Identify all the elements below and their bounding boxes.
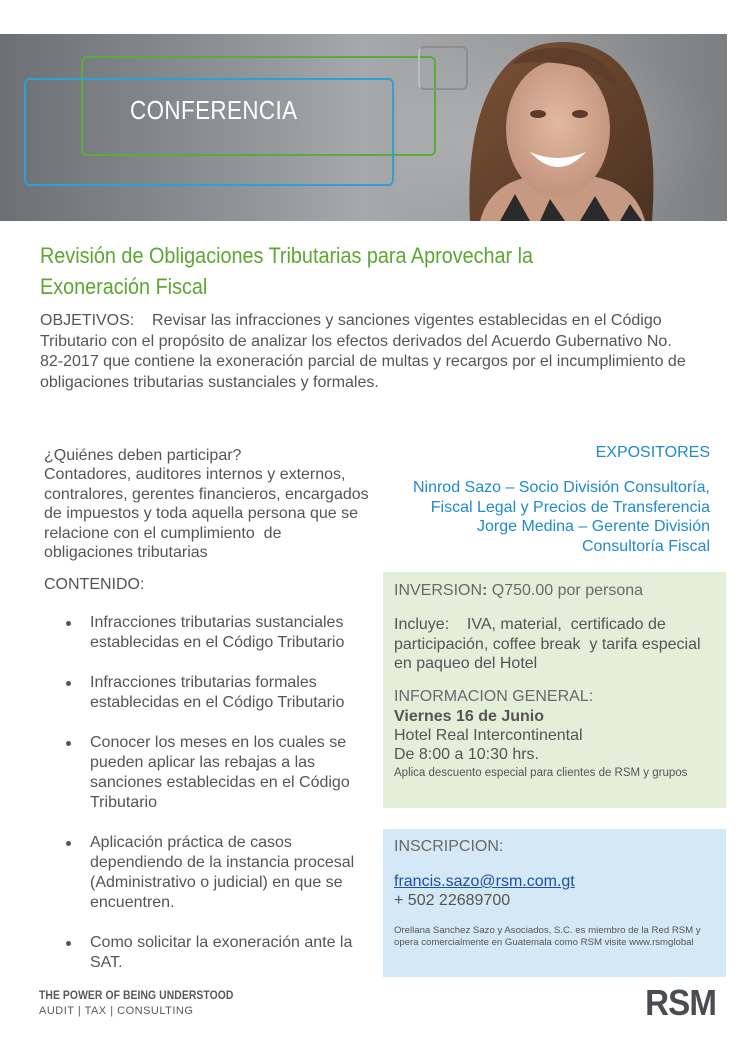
list-item (64, 933, 374, 973)
inversion-label: INVERSION (394, 582, 483, 599)
decor-frame-gray (418, 46, 468, 90)
list-item-text: Aplicación práctica de casos dependiendo de la instancia procesal (Administrativo o judicial) en que se encuentren. (90, 834, 355, 911)
hero-banner (0, 34, 727, 221)
footer-services: AUDIT | TAX | CONSULTING (39, 1005, 194, 1017)
inscripcion-panel (383, 829, 726, 977)
inversion-includes: Incluye: IVA, material, certificado de participación, coffee break y tarifa especial en paqueo del Hotel (394, 616, 705, 672)
info-heading: INFORMACION GENERAL: (394, 688, 594, 705)
discount-note: Aplica descuento especial para clientes de RSM y grupos (394, 767, 688, 779)
email-link[interactable]: francis.sazo@rsm.com.gt (394, 873, 575, 890)
legal-note: Orellana Sanchez Sazo y Asociados, S.C. es miembro de la Red RSM y opera comercialmente en Guatemala como RSM visite www.rsmglobal (394, 925, 701, 949)
expositor-line: Fiscal Legal y Precios de Transferencia (430, 498, 710, 516)
expositores-list (380, 478, 710, 556)
event-venue: Hotel Real Intercontinental (394, 727, 583, 744)
rsm-logo: RSM (645, 982, 716, 1023)
inversion-line (394, 581, 719, 601)
speaker-portrait-image (430, 34, 727, 221)
contenido-list (64, 613, 374, 993)
bullet-icon (66, 621, 71, 626)
who-heading: ¿Quiénes deben participar? (44, 447, 242, 464)
bullet-icon (66, 841, 71, 846)
inversion-colon: : (482, 582, 488, 599)
list-item-text: Infracciones tributarias formales establecidas en el Código Tributario (90, 674, 345, 711)
bullet-icon (66, 681, 71, 686)
inversion-value: Q750.00 por persona (487, 582, 644, 599)
list-item-text: Como solicitar la exoneración ante la SAT. (90, 934, 353, 971)
inscripcion-heading: INSCRIPCION: (394, 838, 504, 855)
event-date: Viernes 16 de Junio (394, 708, 544, 725)
expositor-line: Consultoría Fiscal (581, 537, 710, 555)
hero-label: CONFERENCIA (130, 95, 298, 125)
bullet-icon (66, 741, 71, 746)
contenido-heading: CONTENIDO: (44, 576, 145, 593)
list-item (64, 673, 374, 713)
list-item-text: Conocer los meses en los cuales se pueden aplicar las rebajas a las sanciones establecidas en el Código Tributario (90, 734, 350, 811)
bullet-icon (66, 941, 71, 946)
page-title: Revisión de Obligaciones Tributarias para Aprovechar la Exoneración Fiscal (40, 243, 534, 299)
inversion-panel (383, 572, 726, 808)
expositores-heading: EXPOSITORES (595, 444, 710, 461)
list-item (64, 833, 374, 913)
phone-number: + 502 22689700 (394, 892, 511, 909)
event-hours: De 8:00 a 10:30 hrs. (394, 746, 539, 763)
list-item (64, 613, 374, 653)
expositor-line: Ninrod Sazo – Socio División Consultoría, (412, 479, 710, 496)
who-text: Contadores, auditores internos y externos, contralores, gerentes financieros, encargados de impuestos y toda aquella persona que se relacione con el cumplimiento de obligaciones tributarias (44, 466, 374, 561)
list-item (64, 733, 374, 813)
expositor-line: Jorge Medina – Gerente División (476, 518, 710, 535)
footer-tagline: THE POWER OF BEING UNDERSTOOD (39, 990, 234, 1002)
list-item-text: Infracciones tributarias sustanciales establecidas en el Código Tributario (90, 614, 345, 651)
objectives-text: OBJETIVOS: Revisar las infracciones y sanciones vigentes establecidas en el Código Tributario con el propósito de analizar los efectos derivados del Acuerdo Gubernativo No. 82-2017 que contiene la exoneración parcial de multas y recargos por el incumplimiento de obligaciones tributarias sustanciales y formales. (40, 312, 697, 391)
